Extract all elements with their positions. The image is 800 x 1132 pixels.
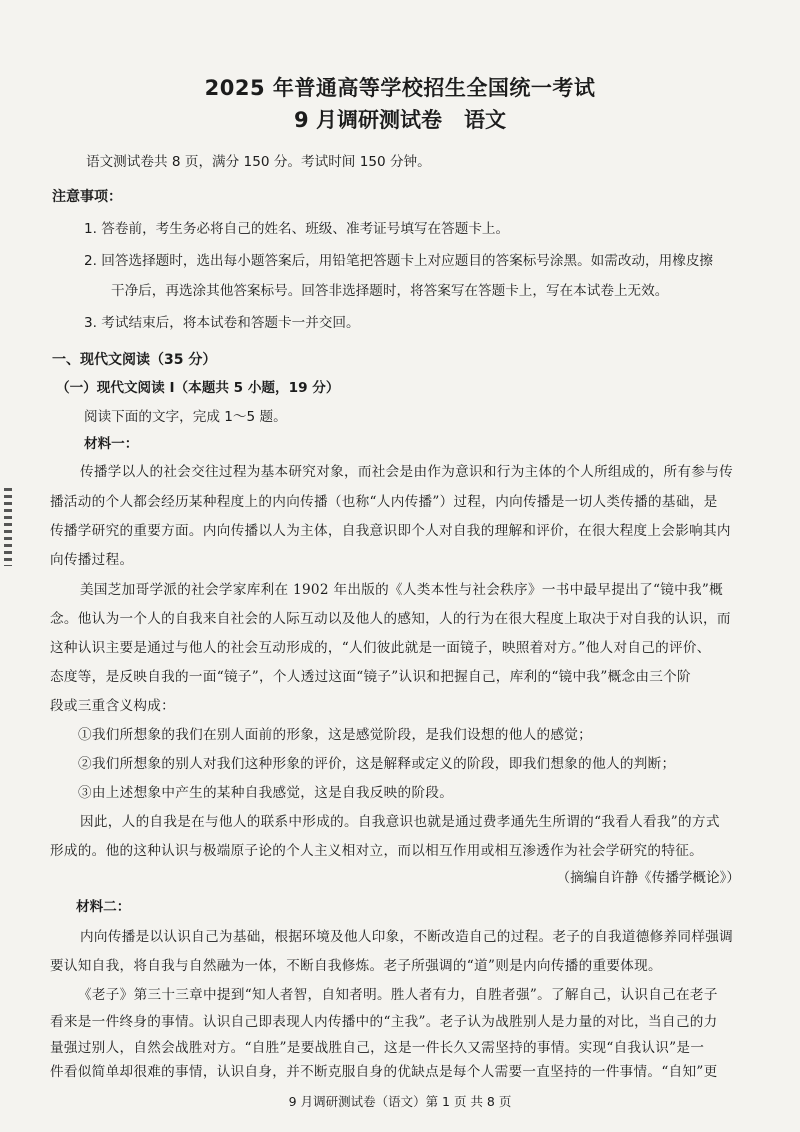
subsection-heading: （一）现代文阅读 I（本题共 5 小题，19 分） [56,380,340,396]
notice-item-continued: 干净后，再选涂其他答案标号。回答非选择题时，将答案写在答题卡上，写在本试卷上无效。 [111,283,669,299]
paragraph-line: 件看似简单却很难的事情，认识自身，并不断克服自身的优缺点是每个人需要一直坚持的一件事情。“自知”更 [50,1064,718,1080]
material-label: 材料一： [84,436,139,452]
page-footer: 9 月调研测试卷（语文）第 1 页 共 8 页 [288,1094,512,1109]
paragraph-line: 向传播过程。 [50,552,134,568]
paragraph-line: 形成的。他的这种认识与极端原子论的个人主义相对立，而以相互作用或相互渗透作为社会学研究的特征。 [50,843,704,859]
exam-title: 2025 年普通高等学校招生全国统一考试 [204,76,596,100]
paragraph-line: 态度等，是反映自我的一面“镜子”，个人透过这面“镜子”认识和把握自己，库利的“镜中我”概念由三个阶 [50,669,691,685]
notice-heading: 注意事项： [52,189,122,205]
exam-subtitle-part1: 9 月调研测试卷 [294,108,442,132]
paragraph-line: 要认知自我，将自我与自然融为一体，不断自我修炼。老子所强调的“道”则是内向传播的重要体现。 [50,958,662,974]
paragraph-line: 内向传播是以认识自己为基础，根据环境及他人印象，不断改造自己的过程。老子的自我道德修养同样强调 [80,929,734,945]
paragraph-line: 量强过别人，自然会战胜对方。“自胜”是要战胜自己，这是一件长久又需坚持的事情。实现“自我认识”是一 [50,1040,705,1056]
paragraph-line: 念。他认为一个人的自我来自社会的人际互动以及他人的感知，人的行为在很大程度上取决于对自我的认识，而 [50,611,731,627]
paragraph-line: 播活动的个人都会经历某种程度上的内向传播（也称“人内传播”）过程，内向传播是一切人类传播的基础，是 [50,494,718,510]
paragraph-line: 传播学研究的重要方面。内向传播以人为主体，自我意识即个人对自我的理解和评价，在很大程度上会影响其内 [50,523,731,539]
paragraph-line: 段或三重含义构成： [50,698,176,714]
list-item: ①我们所想象的我们在别人面前的形象，这是感觉阶段，是我们设想的他人的感觉； [78,727,593,743]
notice-item: 3. 考试结束后，将本试卷和答题卡一并交回。 [84,315,360,331]
section-heading: 一、现代文阅读（35 分） [52,352,217,368]
exam-intro: 语文测试卷共 8 页，满分 150 分。考试时间 150 分钟。 [86,154,431,170]
source-citation: （摘编自许静《传播学概论》） [556,870,740,886]
notice-item: 1. 答卷前，考生务必将自己的姓名、班级、准考证号填写在答题卡上。 [84,221,510,237]
binding-margin-mark [4,488,12,566]
notice-item: 2. 回答选择题时，选出每小题答案后，用铅笔把答题卡上对应题目的答案标号涂黑。如需改动，用橡皮擦 [84,253,714,269]
paragraph-line: 传播学以人的社会交往过程为基本研究对象，而社会是由作为意识和行为主体的个人所组成的，所有参与传 [80,464,734,480]
list-item: ②我们所想象的别人对我们这种形象的评价，这是解释或定义的阶段，即我们想象的他人的判断； [78,756,676,772]
material-label: 材料二： [76,899,131,915]
paragraph-line: 因此，人的自我是在与他人的联系中形成的。自我意识也就是通过费孝通先生所谓的“我看人看我”的方式 [80,814,720,830]
exam-subtitle [0,104,800,134]
paragraph-line: 这种认识主要是通过与他人的社会互动形成的，“人们彼此就是一面镜子，映照着对方。”他人对自己的评价、 [50,640,711,656]
list-item: ③由上述想象中产生的某种自我感觉，这是自我反映的阶段。 [78,785,454,801]
paragraph-line: 看来是一件终身的事情。认识自己即表现人内传播中的“主我”。老子认为战胜别人是力量的对比，当自己的力 [50,1014,718,1030]
exam-subject: 语文 [463,108,506,132]
reading-instruction: 阅读下面的文字，完成 1～5 题。 [84,409,287,425]
paragraph-line: 美国芝加哥学派的社会学家库利在 1902 年出版的《人类本性与社会秩序》一书中最早提出了“镜中我”概 [80,582,724,598]
paragraph-line: 《老子》第三十三章中提到“知人者智，自知者明。胜人者有力，自胜者强”。了解自己，认识自己在老子 [78,987,718,1003]
